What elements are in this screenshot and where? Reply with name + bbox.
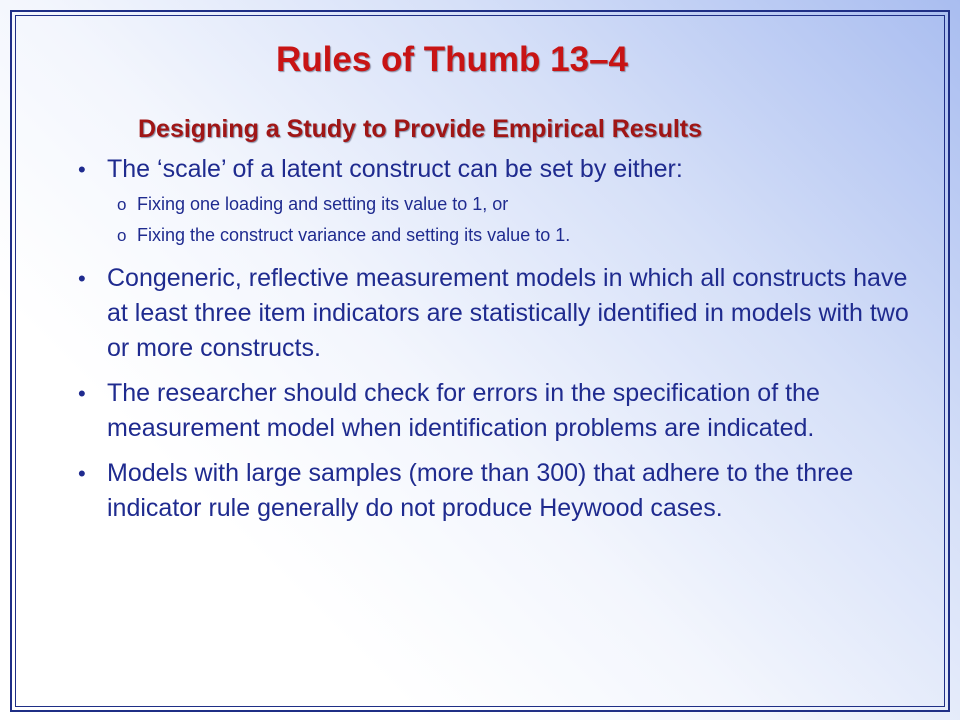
bullet-item: [0, 152, 960, 251]
sub-bullet-text: Fixing one loading and setting its value to 1, or: [137, 194, 509, 214]
bullet-list: [0, 152, 960, 526]
bullet-text: Congeneric, reflective measurement models in which all constructs have at least three item indicators are statistically identified in models with two or more constructs.: [107, 264, 909, 362]
slide-subtitle: Designing a Study to Provide Empirical Results: [138, 115, 703, 143]
bullet-item: [0, 376, 960, 446]
bullet-item: [0, 456, 960, 526]
bullet-text: The ‘scale’ of a latent construct can be set by either:: [107, 155, 683, 183]
sub-bullet-marker: o: [117, 195, 127, 214]
bullet-marker: •: [78, 461, 86, 486]
sub-bullet-text: Fixing the construct variance and setting its value to 1.: [137, 225, 571, 245]
sub-bullet-item: [107, 189, 920, 220]
bullet-marker: •: [78, 157, 86, 182]
sub-bullet-marker: o: [117, 226, 127, 245]
bullet-marker: •: [78, 381, 86, 406]
slide-title: Rules of Thumb 13–4: [276, 40, 629, 79]
bullet-marker: •: [78, 266, 86, 291]
sub-bullet-item: [107, 220, 920, 251]
bullet-text: Models with large samples (more than 300) that adhere to the three indicator rule generally do not produce Heywood cases.: [107, 459, 854, 522]
bullet-item: [0, 261, 960, 366]
bullet-text: The researcher should check for errors in the specification of the measurement model when identification problems are indicated.: [107, 379, 820, 442]
sub-bullet-list: [107, 189, 920, 251]
